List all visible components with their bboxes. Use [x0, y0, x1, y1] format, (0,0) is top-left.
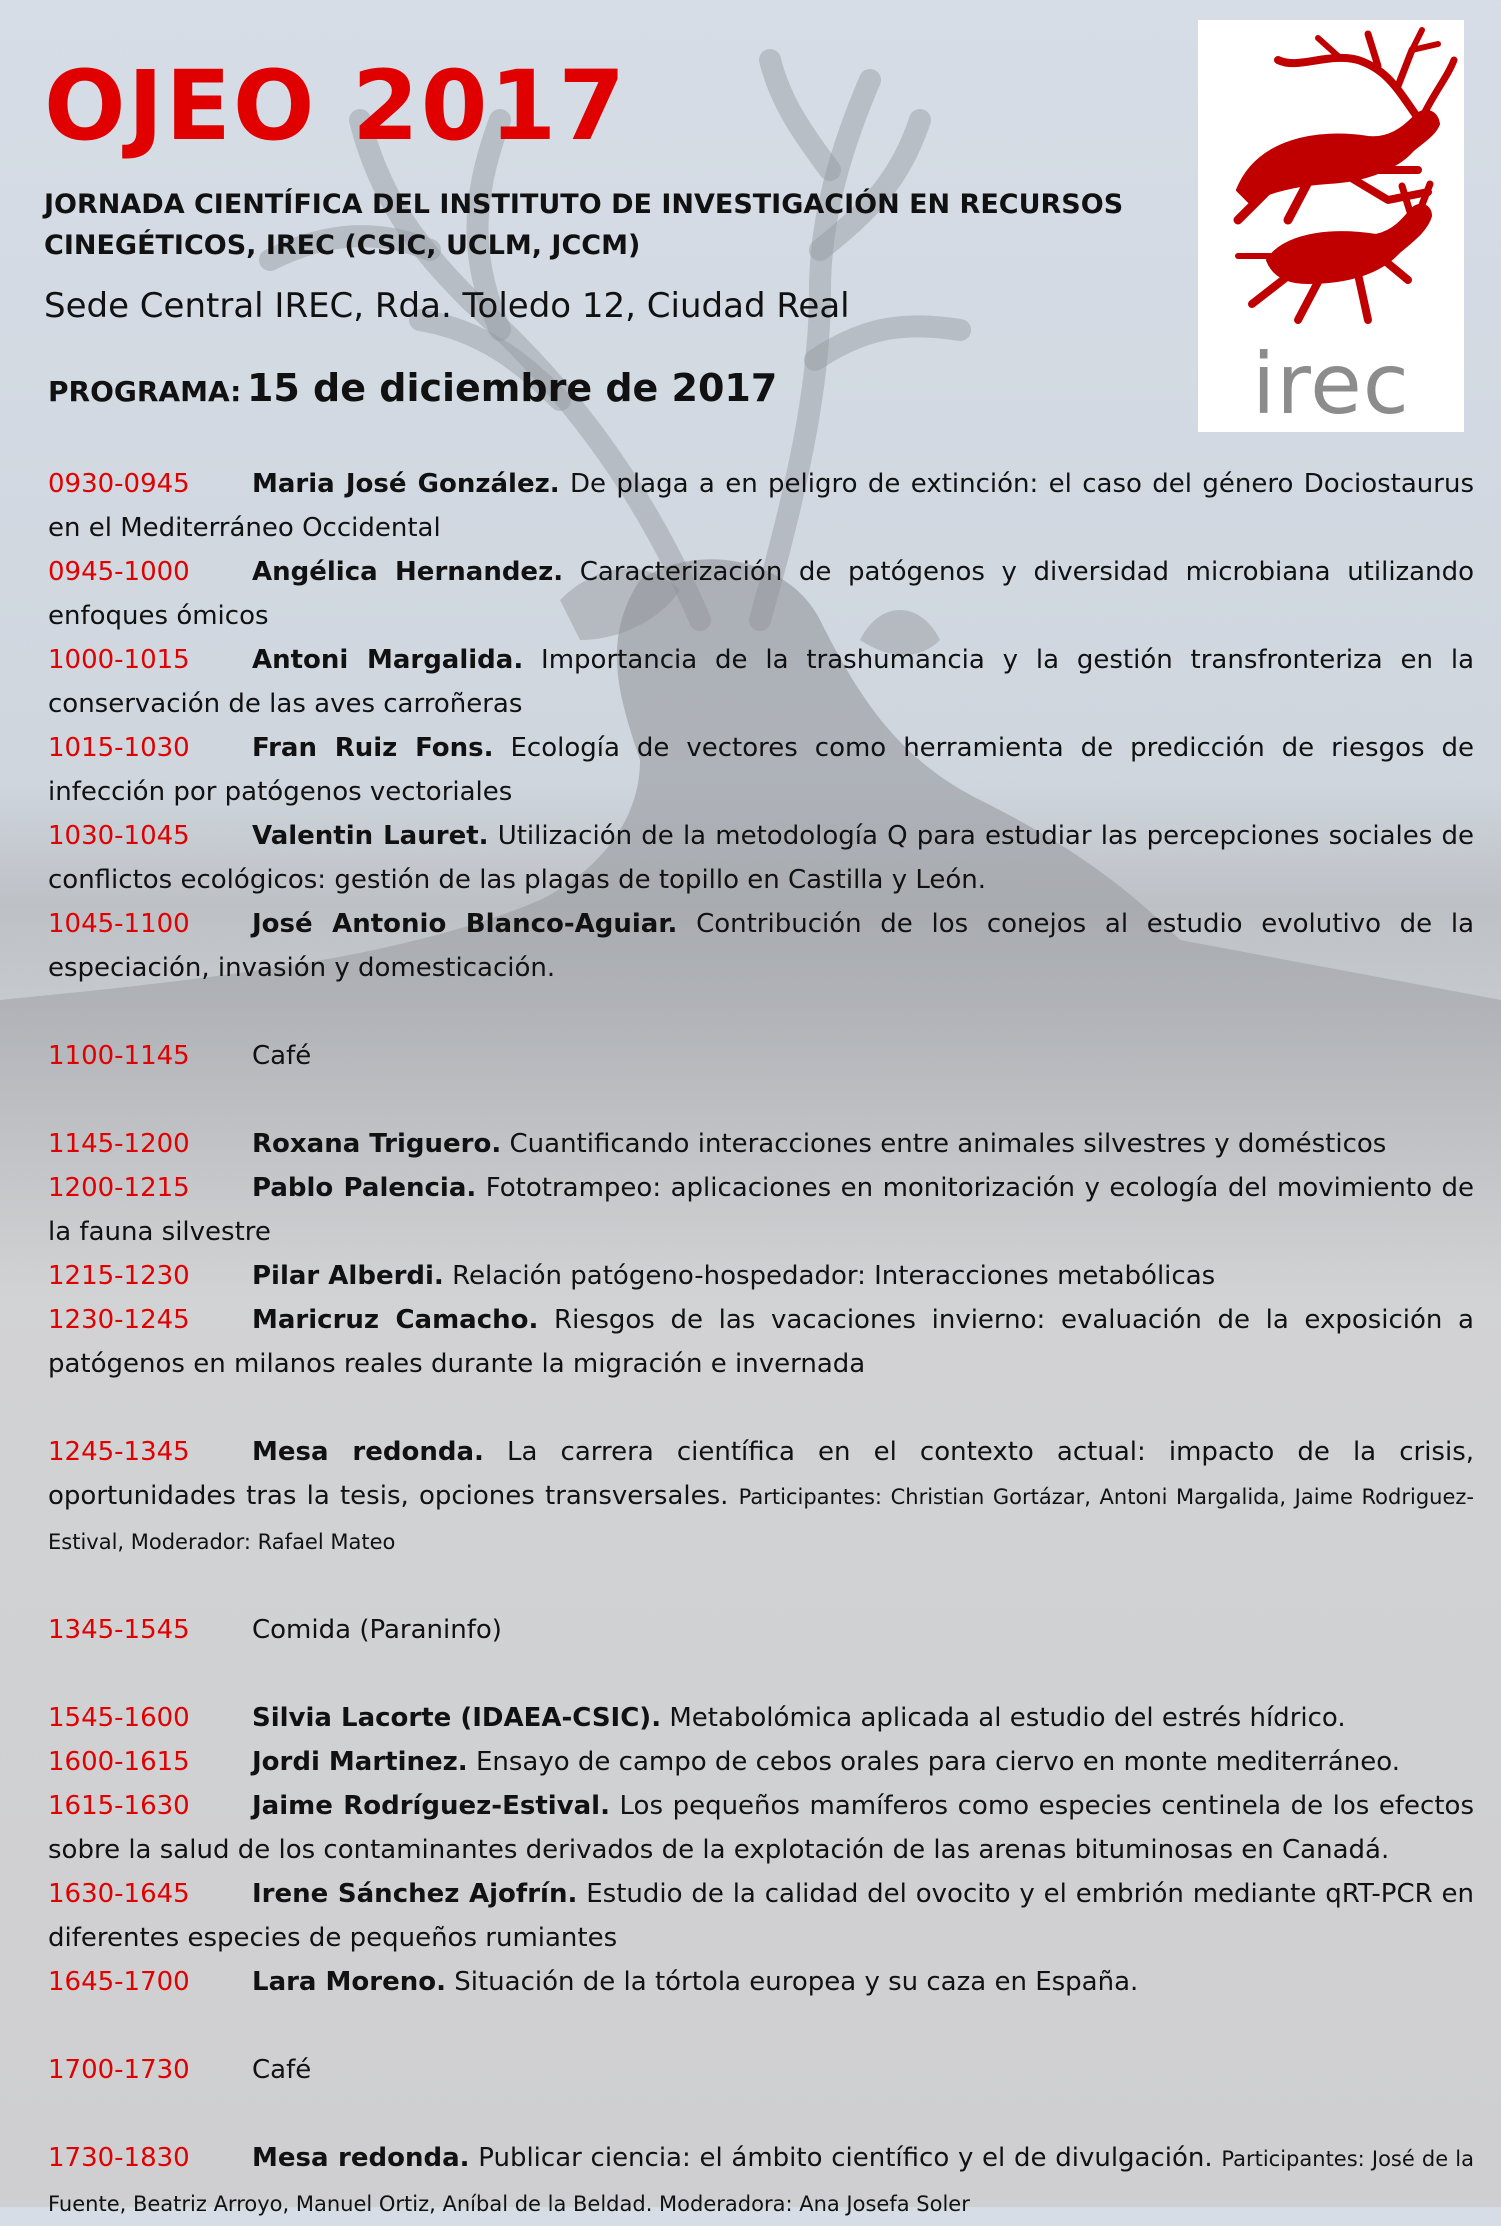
speaker-name: Roxana Triguero.: [252, 1129, 502, 1159]
talk-description: La carrera científica en el contexto actual: impacto de la crisis, oportunidades tras la tesis, opciones transversales.: [48, 1437, 1474, 1511]
talk-description: Cuantificando interacciones entre animales silvestres y domésticos: [509, 1129, 1387, 1159]
speaker-name: José Antonio Blanco-Aguiar.: [252, 909, 678, 939]
schedule-item: [48, 1872, 1474, 1960]
schedule-time: 1145-1200: [48, 1129, 190, 1159]
speaker-name: Maria José González.: [252, 469, 560, 499]
speaker-name: Fran Ruiz Fons.: [252, 733, 494, 763]
speaker-name: Irene Sánchez Ajofrín.: [252, 1879, 578, 1909]
schedule-time: 1545-1600: [48, 1703, 190, 1733]
schedule-time: 1700-1730: [48, 2055, 190, 2085]
speaker-name: Mesa redonda.: [252, 1437, 484, 1467]
schedule-time: 1645-1700: [48, 1967, 190, 1997]
schedule-spacer: [48, 1078, 1474, 1122]
deer-cave-painting-logo-icon: [1198, 20, 1464, 340]
talk-description: De plaga a en peligro de extinción: el caso del género Dociostaurus en el Mediterráneo Occidental: [48, 469, 1474, 543]
talk-description: Café: [252, 2055, 312, 2085]
panel-participants: Participantes: Christian Gortázar, Antoni Margalida, Jaime Rodriguez-Estival, Moderador: Rafael Mateo: [48, 1485, 1474, 1554]
schedule-item: [48, 2048, 1474, 2092]
schedule-item: [48, 1696, 1474, 1740]
schedule-item: [48, 1122, 1474, 1166]
schedule-item: [48, 1740, 1474, 1784]
schedule-time: 0930-0945: [48, 469, 190, 499]
schedule-spacer: [48, 1564, 1474, 1608]
talk-description: Los pequeños mamíferos como especies centinela de los efectos sobre la salud de los contaminantes derivados de la explotación de las arenas bituminosas en Canadá.: [48, 1791, 1474, 1865]
talk-description: Situación de la tórtola europea y su caza en España.: [454, 1967, 1139, 1997]
schedule-item: [48, 638, 1474, 726]
schedule-time: 1100-1145: [48, 1041, 190, 1071]
speaker-name: Maricruz Camacho.: [252, 1305, 539, 1335]
talk-description: Publicar ciencia: el ámbito científico y el de divulgación.: [478, 2143, 1213, 2173]
schedule-time: 1630-1645: [48, 1879, 190, 1909]
schedule-item: [48, 1254, 1474, 1298]
schedule-spacer: [48, 990, 1474, 1034]
schedule-time: 1030-1045: [48, 821, 190, 851]
venue-address: Sede Central IREC, Rda. Toledo 12, Ciudad Real: [44, 286, 850, 326]
talk-description: Caracterización de patógenos y diversidad microbiana utilizando enfoques ómicos: [48, 557, 1475, 631]
speaker-name: Jordi Martinez.: [252, 1747, 468, 1777]
schedule-item: [48, 2136, 1474, 2226]
talk-description: Ecología de vectores como herramienta de predicción de riesgos de infección por patógenos vectoriales: [48, 733, 1475, 807]
schedule-time: 1200-1215: [48, 1173, 190, 1203]
page-title: OJEO 2017: [44, 50, 628, 162]
talk-description: Utilización de la metodología Q para estudiar las percepciones sociales de conflictos ecológicos: gestión de las plagas de topillo en Castilla y León.: [48, 821, 1474, 895]
schedule-time: 1730-1830: [48, 2143, 190, 2173]
talk-description: Comida (Paraninfo): [252, 1615, 502, 1645]
schedule-item: [48, 726, 1474, 814]
schedule-spacer: [48, 2004, 1474, 2048]
schedule-time: 1045-1100: [48, 909, 190, 939]
schedule-item: [48, 814, 1474, 902]
schedule-item: [48, 902, 1474, 990]
programa-date: 15 de diciembre de 2017: [246, 366, 778, 410]
schedule-time: 1600-1615: [48, 1747, 190, 1777]
event-subtitle: JORNADA CIENTÍFICA DEL INSTITUTO DE INVESTIGACIÓN EN RECURSOS CINEGÉTICOS, IREC (CSIC, UCLM, JCCM): [44, 189, 1124, 261]
schedule-time: 1215-1230: [48, 1261, 190, 1291]
schedule-item: [48, 1608, 1474, 1652]
schedule-item: [48, 1034, 1474, 1078]
schedule-item: [48, 1430, 1474, 1564]
talk-description: Ensayo de campo de cebos orales para ciervo en monte mediterráneo.: [475, 1747, 1400, 1777]
schedule-time: 1345-1545: [48, 1615, 190, 1645]
schedule-item: [48, 1166, 1474, 1254]
schedule-item: [48, 550, 1474, 638]
schedule-item: [48, 1960, 1474, 2004]
programa-heading: [48, 366, 777, 410]
schedule-time: 1615-1630: [48, 1791, 190, 1821]
speaker-name: Mesa redonda.: [252, 2143, 470, 2173]
programa-label: PROGRAMA:: [48, 375, 242, 408]
schedule-time: 1015-1030: [48, 733, 190, 763]
talk-description: Riesgos de las vacaciones invierno: evaluación de la exposición a patógenos en milanos reales durante la migración e invernada: [48, 1305, 1474, 1379]
schedule-item: [48, 462, 1474, 550]
schedule-time: 1245-1345: [48, 1437, 190, 1467]
schedule-time: 1000-1015: [48, 645, 190, 675]
schedule-item: [48, 1298, 1474, 1386]
talk-description: Contribución de los conejos al estudio evolutivo de la especiación, invasión y domesticación.: [48, 909, 1475, 983]
talk-description: Relación patógeno-hospedador: Interacciones metabólicas: [452, 1261, 1216, 1291]
speaker-name: Antoni Margalida.: [252, 645, 524, 675]
schedule-time: 1230-1245: [48, 1305, 190, 1335]
talk-description: Importancia de la trashumancia y la gestión transfronteriza en la conservación de las aves carroñeras: [48, 645, 1475, 719]
talk-description: Café: [252, 1041, 312, 1071]
speaker-name: Jaime Rodríguez-Estival.: [252, 1791, 610, 1821]
speaker-name: Lara Moreno.: [252, 1967, 446, 1997]
schedule-item: [48, 1784, 1474, 1872]
speaker-name: Silvia Lacorte (IDAEA-CSIC).: [252, 1703, 662, 1733]
irec-logo: [1198, 20, 1464, 432]
speaker-name: Angélica Hernandez.: [252, 557, 564, 587]
panel-participants: Participantes: José de la Fuente, Beatriz Arroyo, Manuel Ortiz, Aníbal de la Beldad. Moderadora: Ana Josefa Soler: [48, 2147, 1475, 2216]
talk-description: Metabolómica aplicada al estudio del estrés hídrico.: [669, 1703, 1346, 1733]
talk-description: Fototrampeo: aplicaciones en monitorización y ecología del movimiento de la fauna silvestre: [48, 1173, 1474, 1247]
schedule-list: [48, 462, 1474, 2226]
talk-description: Estudio de la calidad del ovocito y el embrión mediante qRT-PCR en diferentes especies de pequeños rumiantes: [48, 1879, 1474, 1953]
irec-logo-text: irec: [1252, 335, 1410, 433]
schedule-time: 0945-1000: [48, 557, 190, 587]
schedule-spacer: [48, 1386, 1474, 1430]
schedule-spacer: [48, 2092, 1474, 2136]
speaker-name: Pilar Alberdi.: [252, 1261, 444, 1291]
speaker-name: Pablo Palencia.: [252, 1173, 477, 1203]
schedule-spacer: [48, 1652, 1474, 1696]
speaker-name: Valentin Lauret.: [252, 821, 489, 851]
